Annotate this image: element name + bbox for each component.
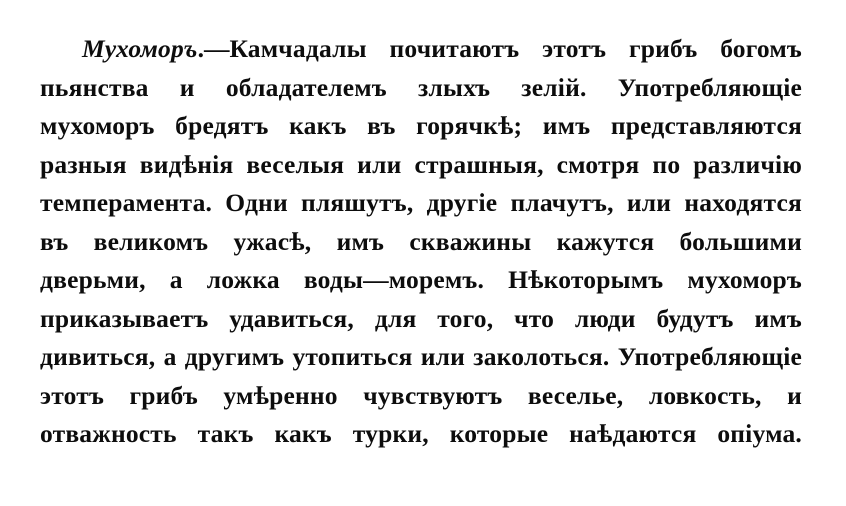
entry-headword: Мухоморъ [82,34,198,63]
dictionary-entry [40,30,802,492]
entry-separator: .— [197,34,230,63]
entry-body-text: Камчадалы почитаютъ этотъ грибъ богомъ пьянства и обладателемъ злыхъ зелій. Употребляющіе мухоморъ бредятъ какъ въ горячкѣ; имъ представляются разныя видѣнія веселыя или страшныя, смотря по различію темперамента. Одни пляшутъ, другіе плачутъ, или находятся въ великомъ ужасѣ, имъ скважины кажутся большими дверьми, а ложка воды—моремъ. Нѣкоторымъ мухоморъ приказываетъ удавиться, для того, что люди будутъ имъ дивиться, а другимъ утопиться или заколоться. Употребляющіе этотъ грибъ умѣренно чувствуютъ веселье, ловкость, и отважность такъ какъ турки, которые наѣдаются опіума. [40,34,802,448]
entry-paragraph [40,30,802,492]
